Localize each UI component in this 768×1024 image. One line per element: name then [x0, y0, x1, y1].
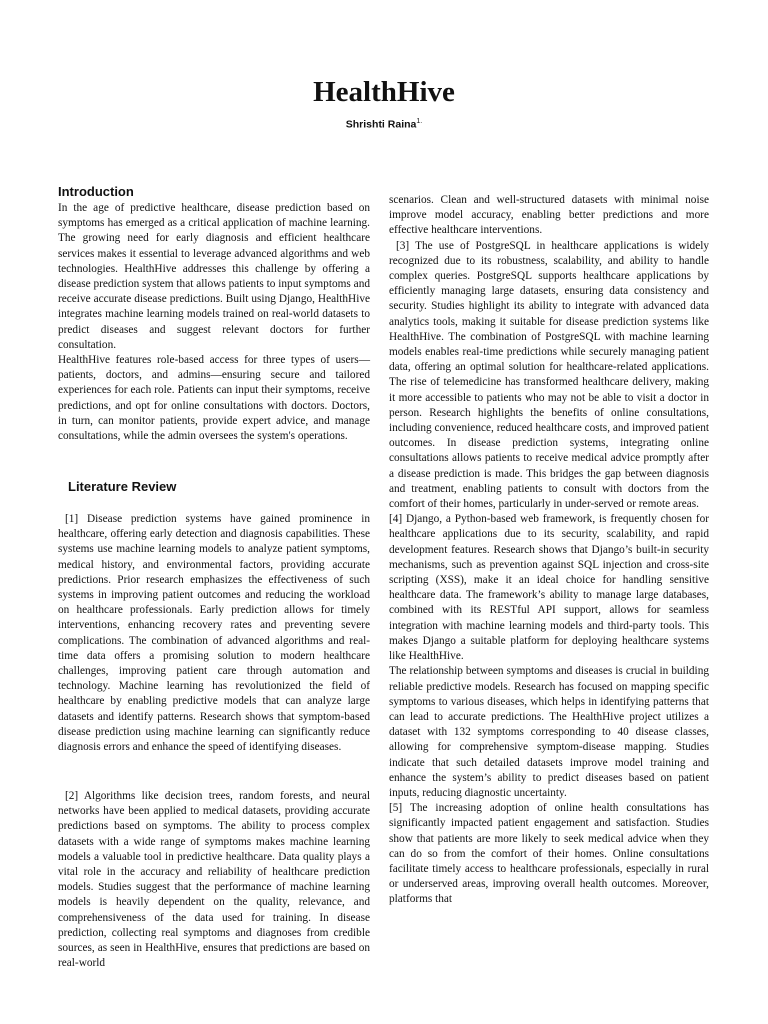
literature-ref-2: [58, 789, 370, 971]
introduction-paragraph-1: In the age of predictive healthcare, disease prediction based on symptoms has emerged as a critical application of machine learning. The growing need for early diagnosis and efficient healthcare services makes it essential to leverage advanced algorithms and web technologies. HealthHive addresses this challenge by offering a disease prediction system that allows patients to input symptoms and receive accurate disease predictions. Built using Django, HealthHive integrates machine learning models trained on real-world datasets to predict diseases and suggest relevant doctors for further consultation.: [58, 202, 370, 351]
ref-5-text: [5] The increasing adoption of online health consultations has significantly impacted patient engagement and satisfaction. Studies show that patients are more likely to seek medical advice when they can do so from the comfort of their homes. Online consultations facilitate timely access to healthcare professionals, especially in rural or underserved areas, improving overall health outcomes. Moreover, platforms that: [389, 802, 709, 906]
ref-2-text: [2] Algorithms like decision trees, random forests, and neural networks have been applied to medical datasets, providing accurate predictions based on symptoms. The ability to process complex datasets with a wide range of symptoms makes machine learning models a valuable tool in predictive healthcare. Data quality plays a vital role in the accuracy and reliability of healthcare prediction models. Studies suggest that the performance of machine learning models is heavily dependent on the quality, relevance, and comprehensiveness of the data used for training. In disease prediction, collecting real symptoms and diagnoses from credible sources, as seen in HealthHive, ensures that predictions are based on real-world: [58, 790, 370, 970]
literature-ref-1: [58, 512, 370, 755]
ref-3-text: [3] The use of PostgreSQL in healthcare applications is widely recognized due to its robustness, scalability, and ability to handle complex queries. PostgreSQL supports healthcare applications by efficiently managing large datasets, ensuring data consistency and security. Studies highlight its ability to integrate with advanced data analytics tools, making it suitable for disease prediction systems like HealthHive. The combination of PostgreSQL with machine learning models enables real-time predictions while securely managing patient data, offering an optimal solution for healthcare-related applications. The rise of telemedicine has transformed healthcare delivery, making it more accessible to patients who may not be able to visit a doctor in person. Research highlights the benefits of online consultations, including convenience, reduced healthcare costs, and improved patient outcomes. In disease prediction systems, integrating online consultations allows patients to receive medical advice promptly after a disease prediction is made. This bridges the gap between diagnosis and treatment, enabling patients to consult with doctors from the comfort of their homes, particularly in under-served or remote areas.: [389, 239, 709, 511]
author-line: [0, 118, 768, 131]
ref-4-paragraph-2: The relationship between symptoms and diseases is crucial in building reliable predictive models. Research has focused on mapping specific symptoms to various diseases, which helps in identifying patterns that can lead to accurate predictions. The HealthHive project utilizes a dataset with 132 symptoms corresponding to 40 disease classes, allowing for comprehensive symptom-disease mapping. Studies indicate that such detailed datasets improve model training and enhance the system’s ability to predict diseases based on patient inputs, reducing diagnostic uncertainty.: [389, 665, 709, 799]
literature-review-heading: Literature Review: [68, 479, 177, 494]
ref-2-continuation: scenarios. Clean and well-structured datasets with minimal noise improve model accuracy, enabling better predictions and more effective healthcare interventions.: [389, 194, 709, 237]
ref-4-text: [4] Django, a Python-based web framework, is frequently chosen for healthcare applications due to its security, scalability, and rapid development features. Research shows that Django’s built-in security mechanisms, such as prevention against SQL injection and cross-site scripting (XSS), make it an ideal choice for handling sensitive healthcare data. The framework’s ability to manage large databases, combined with its RESTful API support, allows for seamless integration with machine learning models and third-party tools. This makes Django a suitable platform for deploying healthcare systems like HealthHive.: [389, 513, 709, 663]
ref-1-text: [1] Disease prediction systems have gained prominence in healthcare, offering early detection and diagnosis capabilities. These systems use machine learning models to analyze patient symptoms, medical history, and environmental factors, providing accurate predictions. Prior research emphasizes the effectiveness of such systems in improving patient outcomes and reducing the workload on healthcare professionals. Early prediction allows for timely interventions, enhancing recovery rates and preventing severe complications. The combination of advanced algorithms and real-time data offers a promising solution to modern healthcare challenges, improving patient care through automation and technology. Machine learning has revolutionized the field of healthcare by enabling predictive models that can analyze large datasets and identify patterns. Research shows that symptom-based disease prediction using machine learning can significantly reduce diagnosis errors and enhance the speed of identifying diseases.: [58, 513, 370, 754]
introduction-body: [58, 201, 370, 444]
introduction-heading: Introduction: [58, 184, 134, 199]
introduction-paragraph-2: HealthHive features role-based access for three types of users—patients, doctors, and admins—ensuring secure and tailored experiences for each role. Patients can input their symptoms, receive predictions, and opt for online consultations with doctors. Doctors, in turn, can monitor patients, provide expert advice, and manage consultations, while the admin oversees the system's operations.: [58, 354, 370, 443]
affiliation-mark: 1.: [416, 118, 423, 125]
right-column-body: [389, 193, 709, 908]
author-name: Shrishti Raina: [345, 118, 417, 131]
paper-title: HealthHive: [313, 76, 455, 108]
